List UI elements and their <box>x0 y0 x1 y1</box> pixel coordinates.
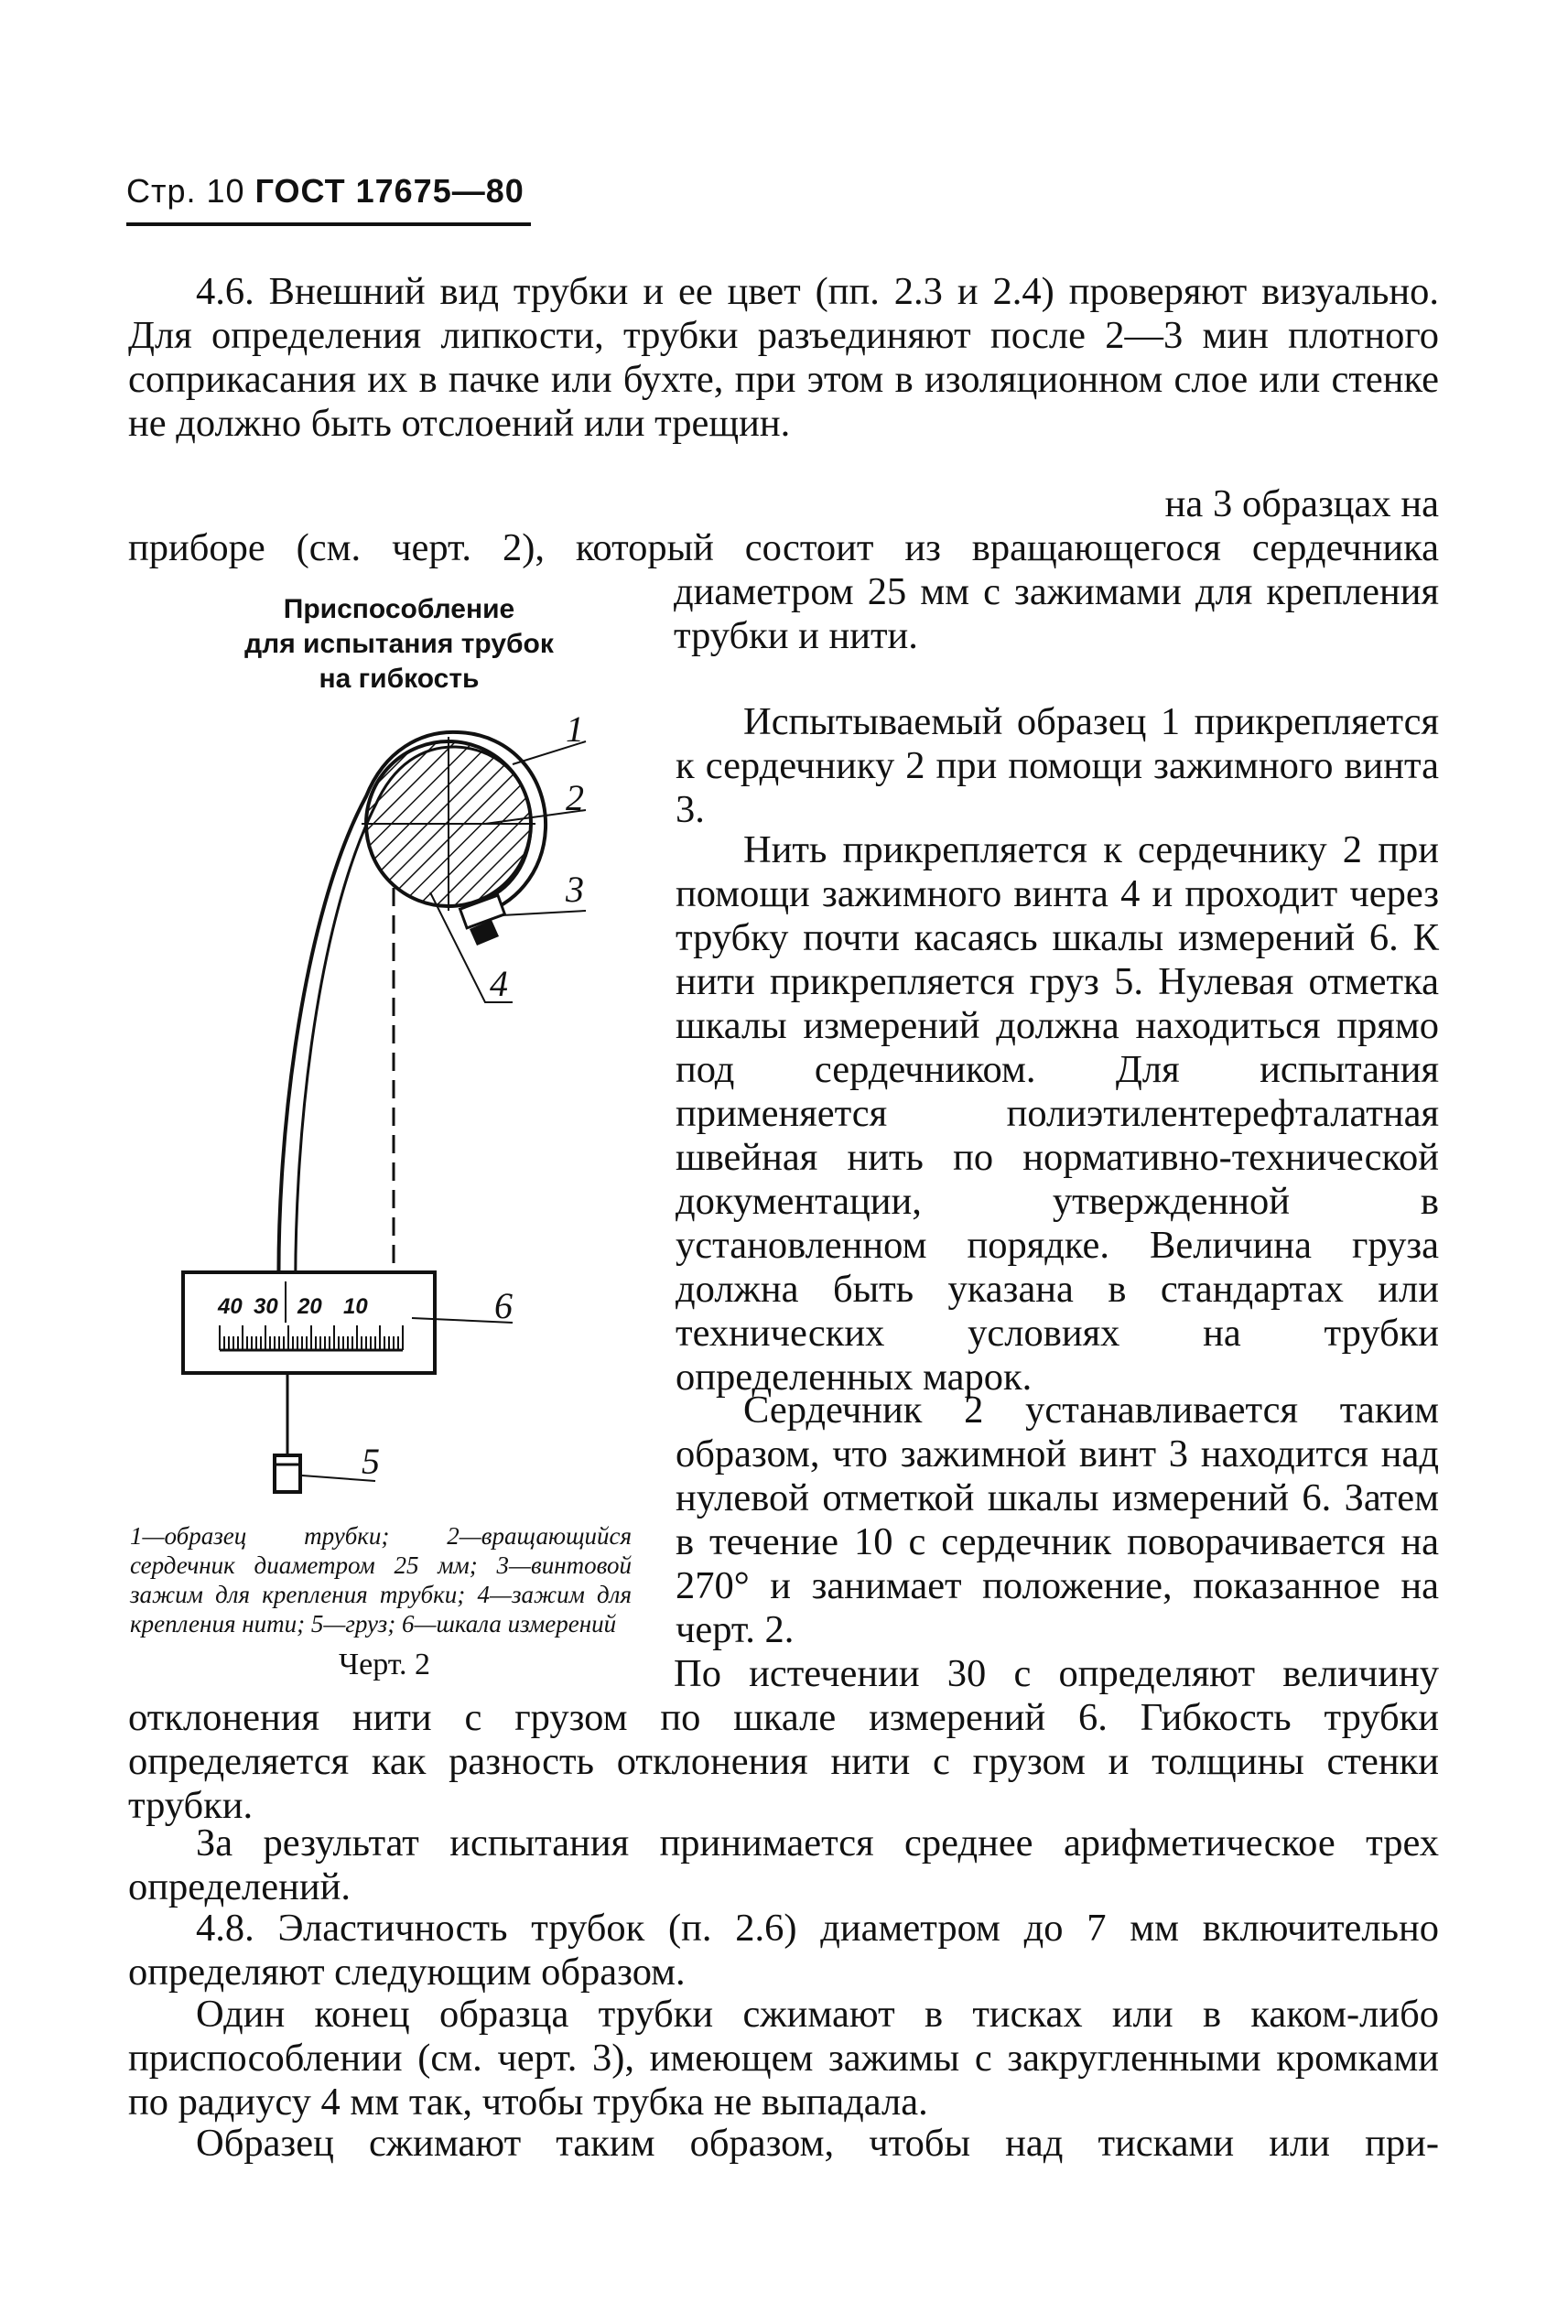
paragraph-clamp: Один конец образца трубки сжимают в тисках или в каком-либо приспособлении (см. черт. 3), имеющем зажимы с закругленными кромками по радиусу 4 мм так, чтобы трубка не выпадала. <box>128 1993 1439 2124</box>
figure-label: Черт. 2 <box>339 1648 431 1681</box>
leader-3 <box>502 911 586 915</box>
measurement-scale <box>183 1272 435 1373</box>
scale-label-10: 10 <box>343 1294 368 1319</box>
callout-4: 4 <box>490 963 508 1004</box>
callout-6: 6 <box>494 1285 513 1326</box>
weight <box>275 1455 300 1492</box>
paragraph-result: По истечении 30 с определяют величину отклонения нити с грузом по шкале измерений 6. Гибкость трубки определяется как разность отклонения нити с грузом и толщины стенки трубки. <box>128 1652 1439 1827</box>
scale-label-30: 30 <box>254 1294 278 1319</box>
page-number: Стр. 10 <box>126 172 245 210</box>
standard-number: ГОСТ 17675—80 <box>254 172 524 210</box>
paragraph-thread: Нить прикрепляется к сердечнику 2 при помощи зажимного винта 4 и проходит через трубку почти касаясь шкалы измерений 6. К нити прикрепляется груз 5. Нулевая отметка шкалы измерений должна находиться прямо под сердечником. Для испытания применяется полиэтилентерефталатная швейная нить по нормативно-технической документации, утвержденной в установленном порядке. Величина груза должна быть указана в стандартах или технических условиях на трубки определенных марок. <box>676 828 1439 1399</box>
figure-legend: 1—образец трубки; 2—вращающийся сердечник диаметром 25 мм; 3—винтовой зажим для крепления трубки; 4—зажим для крепления нити; 5—груз; 6—шкала измерений <box>130 1522 632 1638</box>
callout-5: 5 <box>362 1441 380 1482</box>
paragraph-compress: Образец сжимают таким образом, чтобы над тисками или при- <box>196 2122 1439 2165</box>
paragraph-average: За результат испытания принимается среднее арифметическое трех определений. <box>128 1821 1439 1908</box>
callout-1: 1 <box>566 708 584 750</box>
figure-title: Приспособление для испытания трубок на гибкость <box>244 594 554 694</box>
scale-label-40: 40 <box>218 1294 243 1319</box>
paragraph-4-7-body: на 3 образцах на приборе (см. черт. 2), который состоит из вращающегося сердечника диаметром 25 мм с зажимами для крепления трубки и нити. <box>128 482 1440 657</box>
callout-3: 3 <box>566 869 584 910</box>
scale-label-20: 20 <box>297 1294 322 1319</box>
callout-2: 2 <box>566 777 584 818</box>
paragraph-4-8: 4.8. Эластичность трубок (п. 2.6) диаметром до 7 мм включительно определяют следующим образом. <box>128 1907 1439 1994</box>
paragraph-4-6: 4.6. Внешний вид трубки и ее цвет (пп. 2.3 и 2.4) проверяют визуально. Для определения липкости, трубки разъединяют после 2—3 мин плотного соприкасания их в пачке или бухте, при этом в изоляционном слое или стенке не должно быть отслоений или трещин. <box>128 270 1439 445</box>
paragraph-core: Сердечник 2 устанавливается таким образом, что зажимной винт 3 находится над нулевой отметкой шкалы измерений 6. Затем в течение 10 с сердечник поворачивается на 270° и занимает положение, показанное на черт. 2. <box>676 1389 1439 1651</box>
paragraph-sample: Испытываемый образец 1 прикрепляется к сердечнику 2 при помощи зажимного винта 3. <box>676 700 1439 831</box>
